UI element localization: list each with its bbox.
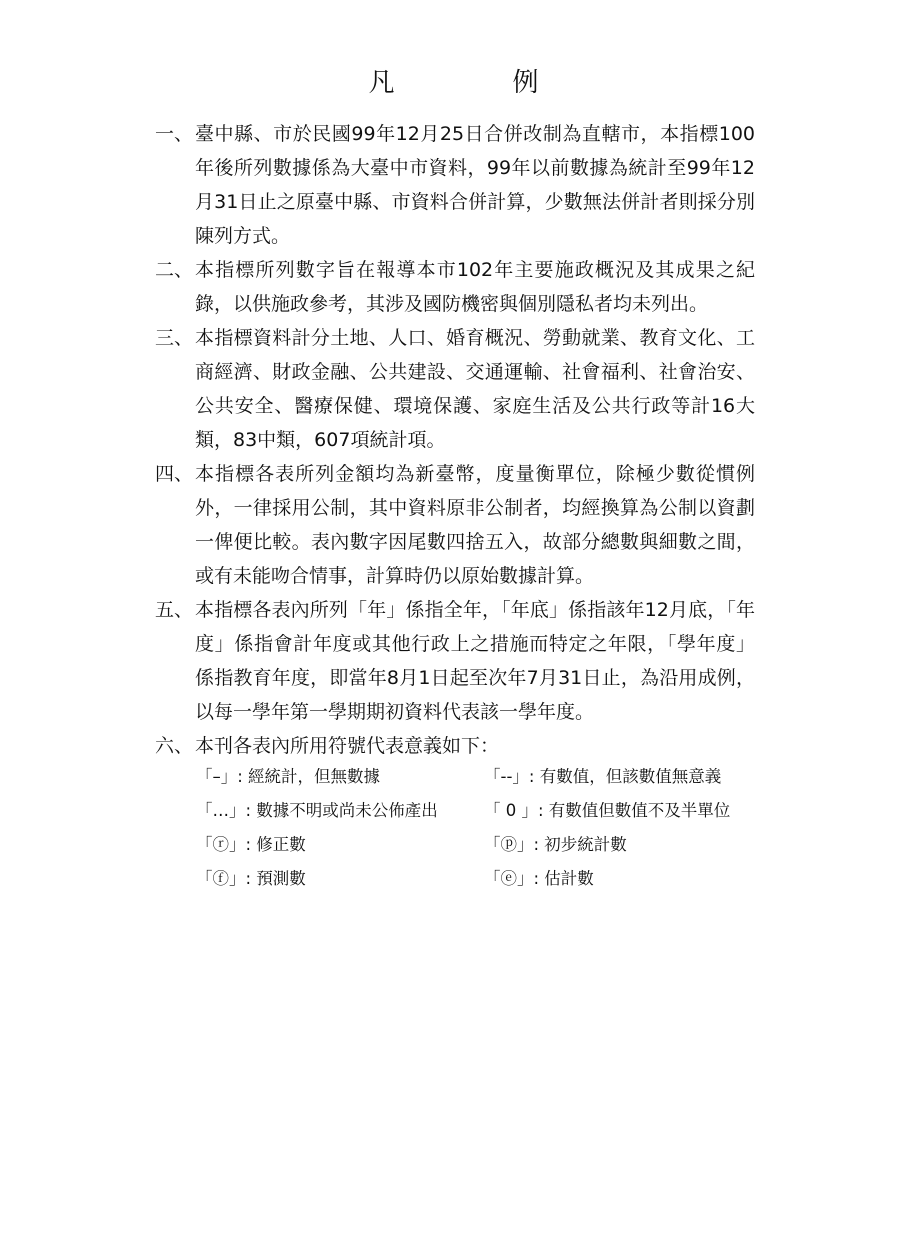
- symbol-forecast: 「ⓕ」: 預測數: [196, 869, 306, 888]
- note-item-1: [155, 117, 755, 253]
- note-number: 一、: [155, 123, 194, 145]
- note-text: 本指標各表內所列「年」係指全年，「年底」係指該年12月底，「年度」係指會計年度或其他行政上之措施而特定之年限，「學年度」係指教育年度，即當年8月1日起至次年7月31日止，為沿用成例，以每一學年第一學期期初資料代表該一學年度。: [195, 599, 755, 723]
- note-item-6: [155, 729, 755, 763]
- note-item-5: [155, 593, 755, 729]
- symbol-estimate: 「ⓔ」: 估計數: [484, 869, 594, 888]
- note-text: 本刊各表內所用符號代表意義如下：: [195, 735, 500, 757]
- note-item-3: [155, 321, 755, 457]
- symbol-legend: [196, 760, 761, 896]
- note-text: 本指標各表所列金額均為新臺幣，度量衡單位，除極少數從慣例外，一律採用公制，其中資料原非公制者，均經換算為公制以資劃一俾便比較。表內數字因尾數四捨五入，故部分總數與細數之間，或有未能吻合情事，計算時仍以原始數據計算。: [195, 463, 755, 587]
- notes-list: [155, 117, 755, 763]
- page-title: 凡 例: [368, 68, 585, 98]
- symbol-unknown: 「…」: 數據不明或尚未公佈產出: [196, 801, 438, 820]
- symbol-preliminary: 「ⓟ」: 初步統計數: [484, 835, 627, 854]
- note-text: 本指標所列數字旨在報導本市102年主要施政概況及其成果之紀錄，以供施政參考，其涉及國防機密與個別隱私者均未列出。: [195, 259, 755, 315]
- note-number: 三、: [155, 327, 194, 349]
- note-text: 臺中縣、市於民國99年12月25日合併改制為直轄市，本指標100年後所列數據係為大臺中市資料，99年以前數據為統計至99年12月31日止之原臺中縣、市資料合併計算，少數無法併計者則採分別陳列方式。: [195, 123, 755, 247]
- symbol-revised: 「ⓡ」: 修正數: [196, 835, 306, 854]
- note-number: 五、: [155, 599, 194, 621]
- symbol-no-data: 「–」: 經統計，但無數據: [196, 767, 381, 786]
- symbol-meaningless: 「--」: 有數值，但該數值無意義: [484, 767, 722, 786]
- note-number: 二、: [155, 259, 194, 281]
- note-text: 本指標資料計分土地、人口、婚育概況、勞動就業、教育文化、工商經濟、財政金融、公共建設、交通運輸、社會福利、社會治安、公共安全、醫療保健、環境保護、家庭生活及公共行政等計16大類，83中類，607項統計項。: [195, 327, 755, 451]
- note-number: 四、: [155, 463, 194, 485]
- note-item-2: [155, 253, 755, 321]
- note-number: 六、: [155, 735, 194, 757]
- symbol-less-than-half: 「 0 」: 有數值但數值不及半單位: [484, 801, 731, 820]
- note-item-4: [155, 457, 755, 593]
